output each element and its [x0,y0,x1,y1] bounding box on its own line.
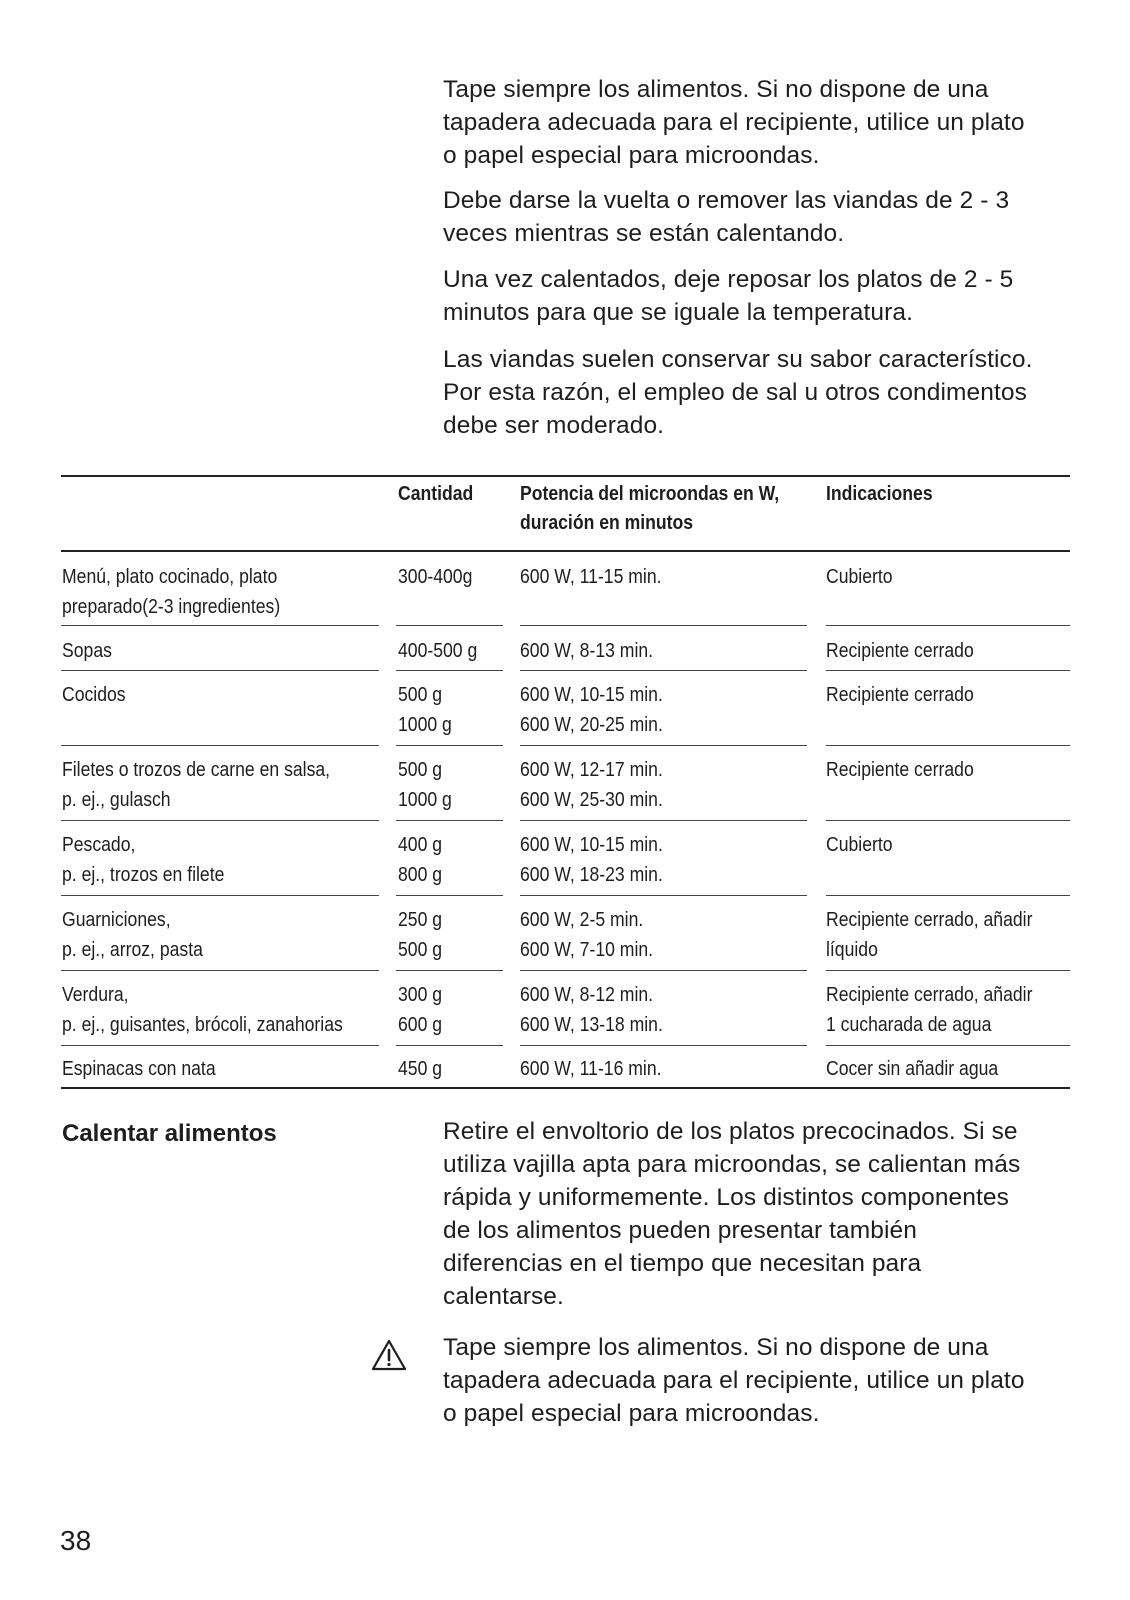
cell-quantity: 400-500 g [398,640,478,662]
cell-notes: Recipiente cerrado, añadir 1 cucharada de agua [826,984,1033,1036]
row-separator [826,745,1070,746]
cell-power: 600 W, 8-13 min. [520,640,654,662]
cell-notes: Cubierto [826,566,893,588]
cell-quantity: 300 g 600 g [398,984,443,1036]
cell-notes: Recipiente cerrado [826,684,974,706]
row-separator [520,745,807,746]
cell-notes: Recipiente cerrado, añadir líquido [826,909,1033,961]
cell-food: Guarniciones, p. ej., arroz, pasta [62,909,203,961]
row-separator [520,895,807,896]
cell-quantity: 500 g 1000 g [398,759,452,811]
row-separator [61,745,379,746]
cell-notes: Cocer sin añadir agua [826,1058,999,1080]
paragraph-text: Las viandas suelen conservar su sabor característico. Por esta razón, el empleo de sal u otros condimentos debe ser moderado. [443,346,1033,439]
cell-quantity: 250 g 500 g [398,909,443,961]
row-separator [826,1045,1070,1046]
table-top-rule [61,475,1070,477]
intro-paragraph [443,343,1083,442]
intro-paragraph [443,263,1083,329]
row-separator [61,1045,379,1046]
row-separator [520,670,807,671]
row-separator [396,670,503,671]
warning-triangle-icon [371,1339,407,1371]
cell-power: 600 W, 11-15 min. [520,566,662,588]
row-separator [826,625,1070,626]
row-separator [61,625,379,626]
cell-notes: Recipiente cerrado [826,759,974,781]
cell-food: Espinacas con nata [62,1058,216,1080]
cell-power: 600 W, 2-5 min. 600 W, 7-10 min. [520,909,654,961]
cell-quantity: 300-400g [398,566,473,588]
row-separator [826,670,1070,671]
section-heading: Calentar alimentos [62,1120,277,1147]
cell-food: Sopas [62,640,112,662]
cell-power: 600 W, 10-15 min. 600 W, 18-23 min. [520,834,663,886]
cell-power: 600 W, 10-15 min. 600 W, 20-25 min. [520,684,663,736]
row-separator [396,895,503,896]
header-quantity: Cantidad [398,483,474,505]
row-separator [396,820,503,821]
cell-power: 600 W, 11-16 min. [520,1058,662,1080]
paragraph-text: Tape siempre los alimentos. Si no dispone de una tapadera adecuada para el recipiente, utilice un plato o papel especial para microondas. [443,1334,1025,1427]
paragraph-text: Debe darse la vuelta o remover las viandas de 2 - 3 veces mientras se están calentando. [443,187,1010,247]
row-separator [520,820,807,821]
intro-paragraph [443,73,1083,172]
row-separator [826,820,1070,821]
row-separator [396,625,503,626]
cell-food: Menú, plato cocinado, plato preparado(2-3 ingredientes) [62,566,281,618]
row-separator [520,970,807,971]
cell-quantity: 450 g [398,1058,443,1080]
cell-notes: Recipiente cerrado [826,640,974,662]
row-separator [520,1045,807,1046]
header-bottom-rule [61,550,1070,552]
row-separator [61,820,379,821]
paragraph-text: Tape siempre los alimentos. Si no dispone de una tapadera adecuada para el recipiente, utilice un plato o papel especial para microondas. [443,76,1025,169]
intro-paragraph [443,184,1083,250]
cell-quantity: 500 g 1000 g [398,684,452,736]
cell-power: 600 W, 12-17 min. 600 W, 25-30 min. [520,759,663,811]
cell-power: 600 W, 8-12 min. 600 W, 13-18 min. [520,984,663,1036]
page-number: 38 [60,1525,92,1556]
cell-food: Pescado, p. ej., trozos en filete [62,834,225,886]
warning-paragraph [443,1331,1083,1430]
row-separator [61,670,379,671]
header-power: Potencia del microondas en W, duración en minutos [520,483,780,534]
row-separator [520,625,807,626]
cell-quantity: 400 g 800 g [398,834,443,886]
row-separator [61,895,379,896]
section-paragraph [443,1115,1083,1313]
paragraph-text: Retire el envoltorio de los platos precocinados. Si se utiliza vajilla apta para microondas, se calientan más rápida y uniformemente. Los distintos componentes de los alimentos pueden presentar también diferencias en el tiempo que necesitan para calentarse. [443,1118,1021,1310]
cell-food: Filetes o trozos de carne en salsa, p. ej., gulasch [62,759,331,811]
table-bottom-rule [61,1087,1070,1089]
row-separator [61,970,379,971]
cell-food: Cocidos [62,684,126,706]
row-separator [826,895,1070,896]
row-separator [396,745,503,746]
header-notes: Indicaciones [826,483,933,505]
row-separator [396,970,503,971]
cell-notes: Cubierto [826,834,893,856]
row-separator [826,970,1070,971]
paragraph-text: Una vez calentados, deje reposar los platos de 2 - 5 minutos para que se iguale la temperatura. [443,266,1014,326]
cell-food: Verdura, p. ej., guisantes, brócoli, zanahorias [62,984,343,1036]
row-separator [396,1045,503,1046]
